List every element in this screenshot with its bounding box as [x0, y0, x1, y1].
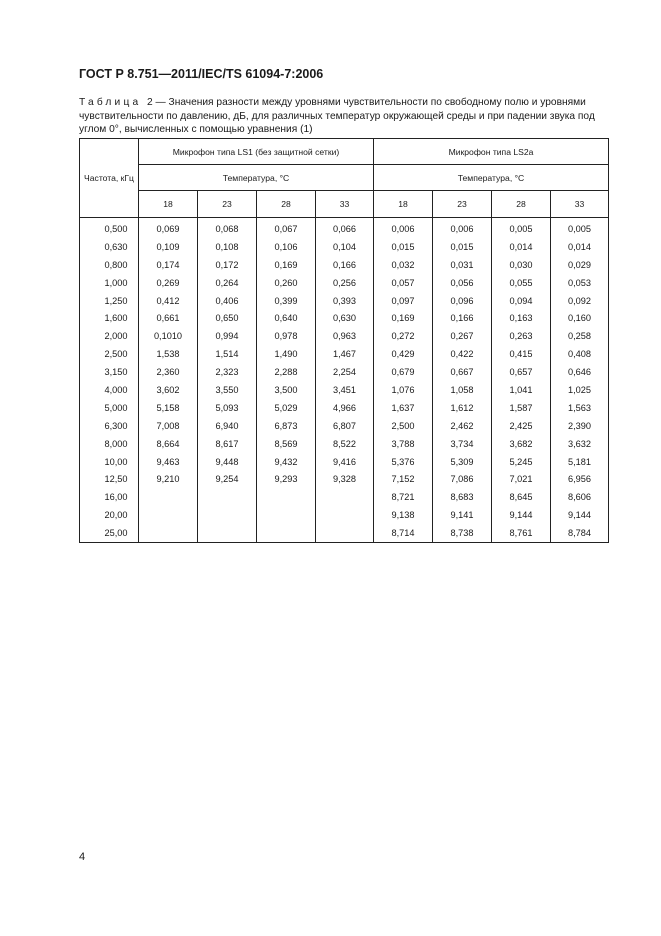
value-cell: 0,005	[492, 218, 551, 238]
value-cell: 0,056	[433, 274, 492, 292]
value-cell: 2,288	[257, 363, 316, 381]
frequency-cell: 10,00	[80, 453, 139, 471]
value-cell: 8,721	[374, 488, 433, 506]
value-cell: 0,055	[492, 274, 551, 292]
value-cell: 9,210	[139, 470, 198, 488]
value-cell: 8,683	[433, 488, 492, 506]
value-cell: 9,416	[316, 453, 374, 471]
table-row	[80, 238, 609, 256]
value-cell: 0,094	[492, 292, 551, 310]
value-cell: 9,293	[257, 470, 316, 488]
value-cell: 8,522	[316, 435, 374, 453]
page-number: 4	[79, 851, 86, 863]
value-cell: 0,994	[198, 327, 257, 345]
value-cell: 4,966	[316, 399, 374, 417]
value-cell: 0,408	[551, 345, 609, 363]
value-cell: 0,104	[316, 238, 374, 256]
frequency-cell: 0,800	[80, 256, 139, 274]
value-cell: 2,254	[316, 363, 374, 381]
temp-header-cell: 18	[374, 191, 433, 218]
table-row	[80, 381, 609, 399]
value-cell	[257, 524, 316, 542]
data-table	[79, 138, 609, 543]
value-cell: 7,008	[139, 417, 198, 435]
value-cell: 0,053	[551, 274, 609, 292]
table-row	[80, 256, 609, 274]
value-cell: 0,106	[257, 238, 316, 256]
value-cell: 1,058	[433, 381, 492, 399]
value-cell: 0,679	[374, 363, 433, 381]
value-cell: 0,066	[316, 218, 374, 238]
frequency-cell: 20,00	[80, 506, 139, 524]
value-cell: 3,451	[316, 381, 374, 399]
temp-label-ls1: Температура, °С	[139, 165, 374, 191]
temp-label-ls2a: Температура, °С	[374, 165, 609, 191]
table-caption	[79, 96, 599, 137]
group-header-ls2a: Микрофон типа LS2a	[374, 139, 609, 165]
value-cell: 0,169	[374, 309, 433, 327]
value-cell: 0,260	[257, 274, 316, 292]
value-cell: 3,550	[198, 381, 257, 399]
value-cell: 2,390	[551, 417, 609, 435]
value-cell: 0,640	[257, 309, 316, 327]
table-row	[80, 345, 609, 363]
value-cell: 0,429	[374, 345, 433, 363]
value-cell: 2,360	[139, 363, 198, 381]
value-cell: 3,602	[139, 381, 198, 399]
value-cell: 9,144	[492, 506, 551, 524]
value-cell: 0,006	[433, 218, 492, 238]
value-cell: 0,650	[198, 309, 257, 327]
value-cell: 6,956	[551, 470, 609, 488]
value-cell: 2,500	[374, 417, 433, 435]
frequency-cell: 2,500	[80, 345, 139, 363]
value-cell: 1,076	[374, 381, 433, 399]
value-cell: 0,415	[492, 345, 551, 363]
value-cell: 0,096	[433, 292, 492, 310]
frequency-cell: 1,600	[80, 309, 139, 327]
value-cell: 6,873	[257, 417, 316, 435]
frequency-cell: 16,00	[80, 488, 139, 506]
value-cell: 8,645	[492, 488, 551, 506]
caption-text: — Значения разности между уровнями чувствительности по свободному полю и уровнями чувствительности по давлению, дБ, для различных температур окружающей среды и при падении звука под углом 0°, вычисленных с помощью уравнения (1)	[79, 97, 595, 135]
value-cell: 8,569	[257, 435, 316, 453]
value-cell: 0,422	[433, 345, 492, 363]
value-cell: 9,138	[374, 506, 433, 524]
table-row	[80, 327, 609, 345]
value-cell: 5,181	[551, 453, 609, 471]
value-cell: 3,734	[433, 435, 492, 453]
value-cell: 0,174	[139, 256, 198, 274]
value-cell: 5,093	[198, 399, 257, 417]
value-cell: 0,172	[198, 256, 257, 274]
table-row	[80, 363, 609, 381]
value-cell: 3,788	[374, 435, 433, 453]
value-cell: 0,068	[198, 218, 257, 238]
value-cell: 0,166	[433, 309, 492, 327]
caption-number: 2	[147, 97, 153, 108]
value-cell: 6,940	[198, 417, 257, 435]
value-cell: 0,014	[492, 238, 551, 256]
frequency-cell: 1,250	[80, 292, 139, 310]
value-cell: 9,144	[551, 506, 609, 524]
value-cell: 0,1010	[139, 327, 198, 345]
value-cell: 0,097	[374, 292, 433, 310]
table-row	[80, 488, 609, 506]
value-cell: 0,069	[139, 218, 198, 238]
frequency-cell: 25,00	[80, 524, 139, 542]
value-cell: 0,166	[316, 256, 374, 274]
value-cell	[257, 488, 316, 506]
value-cell: 7,152	[374, 470, 433, 488]
value-cell: 0,092	[551, 292, 609, 310]
value-cell	[316, 506, 374, 524]
value-cell: 6,807	[316, 417, 374, 435]
value-cell: 0,412	[139, 292, 198, 310]
table-row	[80, 309, 609, 327]
value-cell	[316, 488, 374, 506]
temp-header-cell: 18	[139, 191, 198, 218]
value-cell: 0,630	[316, 309, 374, 327]
value-cell: 0,646	[551, 363, 609, 381]
value-cell: 0,163	[492, 309, 551, 327]
frequency-cell: 0,630	[80, 238, 139, 256]
value-cell: 0,108	[198, 238, 257, 256]
value-cell: 1,587	[492, 399, 551, 417]
table-row	[80, 218, 609, 238]
value-cell	[139, 524, 198, 542]
value-cell: 0,067	[257, 218, 316, 238]
value-cell: 5,158	[139, 399, 198, 417]
table-row	[80, 292, 609, 310]
value-cell: 7,086	[433, 470, 492, 488]
temp-header-cell: 28	[492, 191, 551, 218]
frequency-cell: 0,500	[80, 218, 139, 238]
value-cell: 1,041	[492, 381, 551, 399]
value-cell: 0,032	[374, 256, 433, 274]
value-cell	[139, 506, 198, 524]
value-cell: 9,448	[198, 453, 257, 471]
value-cell: 0,006	[374, 218, 433, 238]
value-cell: 8,664	[139, 435, 198, 453]
value-cell: 9,328	[316, 470, 374, 488]
value-cell: 0,031	[433, 256, 492, 274]
value-cell: 8,738	[433, 524, 492, 542]
value-cell: 0,667	[433, 363, 492, 381]
value-cell: 9,463	[139, 453, 198, 471]
table-row	[80, 417, 609, 435]
value-cell	[139, 488, 198, 506]
table-row	[80, 524, 609, 542]
value-cell: 9,141	[433, 506, 492, 524]
value-cell: 0,263	[492, 327, 551, 345]
frequency-cell: 1,000	[80, 274, 139, 292]
value-cell: 3,632	[551, 435, 609, 453]
temp-header-cell: 33	[551, 191, 609, 218]
value-cell	[257, 506, 316, 524]
value-cell: 0,272	[374, 327, 433, 345]
value-cell: 0,661	[139, 309, 198, 327]
value-cell: 1,612	[433, 399, 492, 417]
value-cell: 0,963	[316, 327, 374, 345]
value-cell: 8,617	[198, 435, 257, 453]
group-header-ls1: Микрофон типа LS1 (без защитной сетки)	[139, 139, 374, 165]
value-cell: 0,160	[551, 309, 609, 327]
value-cell: 2,425	[492, 417, 551, 435]
freq-header: Частота, кГц	[80, 139, 139, 218]
value-cell: 8,714	[374, 524, 433, 542]
frequency-cell: 2,000	[80, 327, 139, 345]
value-cell	[198, 524, 257, 542]
value-cell: 1,025	[551, 381, 609, 399]
table-row	[80, 399, 609, 417]
frequency-cell: 6,300	[80, 417, 139, 435]
temp-header-cell: 23	[433, 191, 492, 218]
value-cell: 1,637	[374, 399, 433, 417]
value-cell: 0,267	[433, 327, 492, 345]
value-cell: 8,761	[492, 524, 551, 542]
value-cell: 0,015	[374, 238, 433, 256]
temp-header-cell: 33	[316, 191, 374, 218]
document-header: ГОСТ Р 8.751—2011/IEC/TS 61094-7:2006	[79, 67, 324, 81]
value-cell: 0,264	[198, 274, 257, 292]
value-cell: 8,606	[551, 488, 609, 506]
frequency-cell: 3,150	[80, 363, 139, 381]
value-cell: 0,393	[316, 292, 374, 310]
value-cell: 0,057	[374, 274, 433, 292]
value-cell: 8,784	[551, 524, 609, 542]
table-row	[80, 453, 609, 471]
value-cell: 5,309	[433, 453, 492, 471]
value-cell: 1,538	[139, 345, 198, 363]
value-cell: 1,563	[551, 399, 609, 417]
value-cell: 0,258	[551, 327, 609, 345]
frequency-cell: 4,000	[80, 381, 139, 399]
frequency-cell: 12,50	[80, 470, 139, 488]
value-cell: 9,254	[198, 470, 257, 488]
value-cell: 1,514	[198, 345, 257, 363]
frequency-cell: 5,000	[80, 399, 139, 417]
value-cell: 3,682	[492, 435, 551, 453]
value-cell: 0,406	[198, 292, 257, 310]
value-cell	[198, 506, 257, 524]
temp-header-cell: 23	[198, 191, 257, 218]
value-cell: 0,030	[492, 256, 551, 274]
table-row	[80, 506, 609, 524]
value-cell: 1,467	[316, 345, 374, 363]
value-cell	[198, 488, 257, 506]
value-cell: 0,657	[492, 363, 551, 381]
value-cell: 0,014	[551, 238, 609, 256]
value-cell: 7,021	[492, 470, 551, 488]
value-cell: 0,169	[257, 256, 316, 274]
frequency-cell: 8,000	[80, 435, 139, 453]
caption-label: Таблица	[79, 97, 142, 108]
value-cell: 0,978	[257, 327, 316, 345]
table-row	[80, 274, 609, 292]
value-cell: 0,399	[257, 292, 316, 310]
temp-header-cell: 28	[257, 191, 316, 218]
value-cell	[316, 524, 374, 542]
value-cell: 1,490	[257, 345, 316, 363]
value-cell: 5,245	[492, 453, 551, 471]
table-row	[80, 470, 609, 488]
value-cell: 0,005	[551, 218, 609, 238]
value-cell: 0,029	[551, 256, 609, 274]
value-cell: 9,432	[257, 453, 316, 471]
value-cell: 0,015	[433, 238, 492, 256]
value-cell: 3,500	[257, 381, 316, 399]
value-cell: 0,256	[316, 274, 374, 292]
value-cell: 0,269	[139, 274, 198, 292]
table-row	[80, 435, 609, 453]
value-cell: 0,109	[139, 238, 198, 256]
value-cell: 5,029	[257, 399, 316, 417]
value-cell: 5,376	[374, 453, 433, 471]
value-cell: 2,462	[433, 417, 492, 435]
value-cell: 2,323	[198, 363, 257, 381]
